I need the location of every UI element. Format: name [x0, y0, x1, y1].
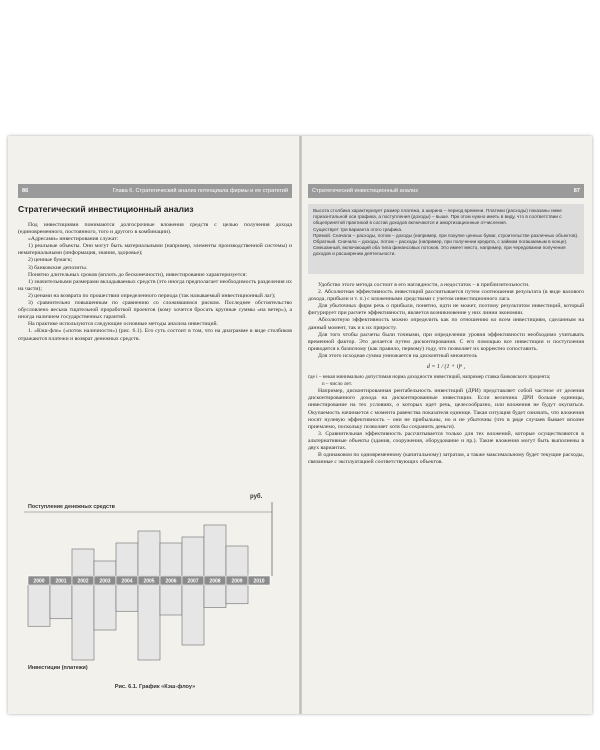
- inflow-label: Поступление денежных средств: [28, 504, 115, 510]
- investment-bar: [50, 585, 72, 619]
- section-title: Стратегический инвестиционный анализ: [18, 204, 194, 214]
- left-page: [18, 136, 292, 714]
- inflow-bar: [72, 549, 94, 576]
- investment-bar: [94, 585, 116, 630]
- left-paragraph: 1. «Кэш-фло» («поток наличности») (рис. 6.1). Его суть состоит в том, что на диаграмме в виде столбиков отражаются платежи и возврат денежных средств.: [18, 328, 292, 342]
- left-paragraph: Понятно длительных сроков (вплоть до бесконечности), инвестирование характеризуется:: [28, 271, 247, 278]
- note-box: [308, 204, 584, 274]
- right-paragraph: В одинаковом по одновременному (капитальному) затратам, а также максимальному будет текущие расходы, связанные с эксплуатацией соответствующих объектов.: [308, 452, 584, 466]
- right-paragraph: 2. Абсолютная эффективность инвестиций рассчитывается путем соотношения результата (в виде валового дохода, прибыли и т. п.) с вложенными средствами с учетом инвестиционного лага.: [308, 289, 584, 303]
- inflow-bar: [116, 543, 138, 576]
- inflow-bar: [160, 543, 182, 576]
- year-tick-label: 2006: [165, 578, 177, 585]
- inflow-bar: [204, 525, 226, 576]
- year-tick-label: 2003: [99, 578, 111, 585]
- investment-bar: [182, 585, 204, 645]
- left-paragraph: 2) ценами на возврата по прошествии определенного периода (так называемый инвестиционный лаг);: [28, 292, 276, 299]
- left-page-number: 86: [22, 188, 29, 194]
- investment-bar: [204, 585, 226, 608]
- note-line: Прямой. Сначала – расходы, потом – доходы (например, при покупке ценных бумаг, строительстве различных объектов).: [313, 232, 579, 238]
- year-tick-label: 2009: [231, 578, 243, 585]
- inflow-bar: [226, 546, 248, 576]
- book-spine: [299, 136, 302, 714]
- left-paragraph: Под инвестициями понимаются долгосрочные вложения средств с целью получения дохода (единовременного, постоянного, того и другого в комбинации).: [18, 222, 292, 236]
- investment-bar: [226, 585, 248, 604]
- formula-where: где i – некая минимально допустимая норма доходности инвестиций, например ставка банковского процента;: [308, 374, 551, 381]
- left-paragraph: На практике используются следующие основные методы анализа инвестиций.: [28, 321, 218, 328]
- left-paragraph: 3) сравнительно повышенным по сравнению со сложившимся риском. Последнее обстоятельство обусловлено весьма тщательной проработкой проектов (кому хочется бросать крупные суммы «на ветер»), а иногда наличием государственных гарантий.: [18, 300, 292, 321]
- right-paragraph: 3. Сравнительная эффективность рассчитывается только для тех вложений, которые осуществляются в альтернативные объекты (здания, сооружения, оборудование и пр.). Такие вложения могут быть выполнены в двух вариантах.: [308, 430, 584, 451]
- cash-flow-chart: [18, 486, 292, 676]
- right-header-text: Стратегический инвестиционный анализ: [312, 188, 418, 194]
- investment-bar: [72, 585, 94, 660]
- investment-bar: [138, 585, 160, 660]
- year-tick-label: 2007: [187, 578, 199, 585]
- unit-label: руб.: [250, 494, 263, 500]
- left-paragraph: 3) банковские депозиты.: [28, 264, 88, 271]
- right-paragraph: Абсолютную эффективность можно определить как по отношению ко всем инвестициям, сделанным на данный момент, так и к их приросту.: [308, 317, 584, 331]
- year-tick-label: 2010: [253, 578, 265, 585]
- inflow-bar: [138, 531, 160, 576]
- investment-bar: [160, 585, 182, 615]
- figure-caption: Рис. 6.1. График «Кэш-флоу»: [114, 684, 196, 690]
- left-body-text: [18, 222, 292, 343]
- right-page-number: 87: [573, 188, 580, 194]
- year-tick-label: 2005: [143, 578, 155, 585]
- left-paragraph: 2) ценные бумаги;: [28, 257, 73, 264]
- formula-where: n – число лет.: [322, 381, 353, 388]
- year-tick-label: 2000: [33, 578, 45, 585]
- right-paragraph: Для убыточных фирм речь о прибыли, понятно, идти не может, поэтому результатом инвестиций, который фигурирует при расчете эффективности, является возникновение у них линии экономии.: [308, 303, 584, 317]
- note-line: Высота столбика характеризует размер платежа, а ширина – период времени. Платежи (расходы) показаны ниже горизонтальной оси графика, а поступления (доходы) – выше. При этом нужно иметь в виду, что в соответствии с общепринятой практикой в состав доходов включаются и амортизационные отчисления.: [313, 208, 562, 226]
- year-tick-label: 2002: [77, 578, 89, 585]
- year-tick-label: 2004: [121, 578, 133, 585]
- right-page: [308, 136, 584, 714]
- year-tick-label: 2001: [55, 578, 67, 585]
- left-paragraph: 1) реальные объекты. Они могут быть материальными (например, элементы производственной системы) и нематериальными (информация, знания, здоровье);: [18, 243, 292, 257]
- right-body-text: [308, 282, 584, 466]
- inflow-bar: [182, 537, 204, 576]
- right-paragraph: Удобство этого метода состоит в его наглядности, а недостаток – в приблизительности.: [318, 282, 530, 288]
- left-paragraph: «Адресами» инвестирования служат:: [28, 236, 119, 243]
- investment-bar: [116, 585, 138, 611]
- investment-label: Инвестиции (платежи): [28, 665, 88, 671]
- right-paragraph: Для этого исходная сумма умножается на дисконтный множитель: [318, 352, 478, 359]
- investment-bar: [28, 585, 50, 626]
- right-paragraph: Для того чтобы расчеты были точными, при определении уровня эффективности необходимо учитывать временной фактор. Это делается путем дисконтирования. С его помощью все инвестиции и поступления приводятся к базисному (как правило, первому) году, что позволяет их корректно сопоставить.: [308, 331, 584, 352]
- note-line: Смешанный, включающий оба типа финансовых потоков. Это имеет место, например, при чередовании получения доходов и расширении деятельности.: [313, 245, 566, 257]
- inflow-bar: [94, 561, 116, 576]
- year-tick-label: 2008: [209, 578, 221, 585]
- left-running-header: [18, 184, 292, 198]
- right-paragraph: Например, дисконтированная рентабельность инвестиций (ДРИ) представляет собой частное от деления дисконтированного дохода на дисконтированные инвестиции. Если величина ДРИ больше единицы, инвестирование на тех условиях, о которых идет речь, целесообразно, или вложения не будут окупаться. Окупаемость начинается с момента равенства показателя единице. Такая ситуация будет означать, что вложения носят нулевую эффективность – они не прибыльны, но и не убыточны (что в ряде случаев бывает вполне приемлемо, поскольку позволяет хотя бы сохранить деньги).: [308, 388, 584, 430]
- right-running-header: [308, 184, 584, 198]
- note-line: Обратный. Сначала – доходы, потом – расходы (например, при получении кредита, с займом погашаемым в конце).: [313, 239, 568, 245]
- left-paragraph: 1) значительными размерами вкладываемых средств (это иногда предполагает необходимость разделения их на части);: [18, 278, 292, 292]
- left-header-text: Глава 6. Стратегический анализ потенциала фирмы и ее стратегий: [112, 188, 288, 194]
- book-spread: [8, 136, 592, 714]
- note-line: Существует три варианта этого графика.: [313, 226, 403, 232]
- cash-flow-svg: [18, 486, 292, 676]
- discount-formula: d = 1 / (1 + i)ⁿ ,: [426, 364, 466, 371]
